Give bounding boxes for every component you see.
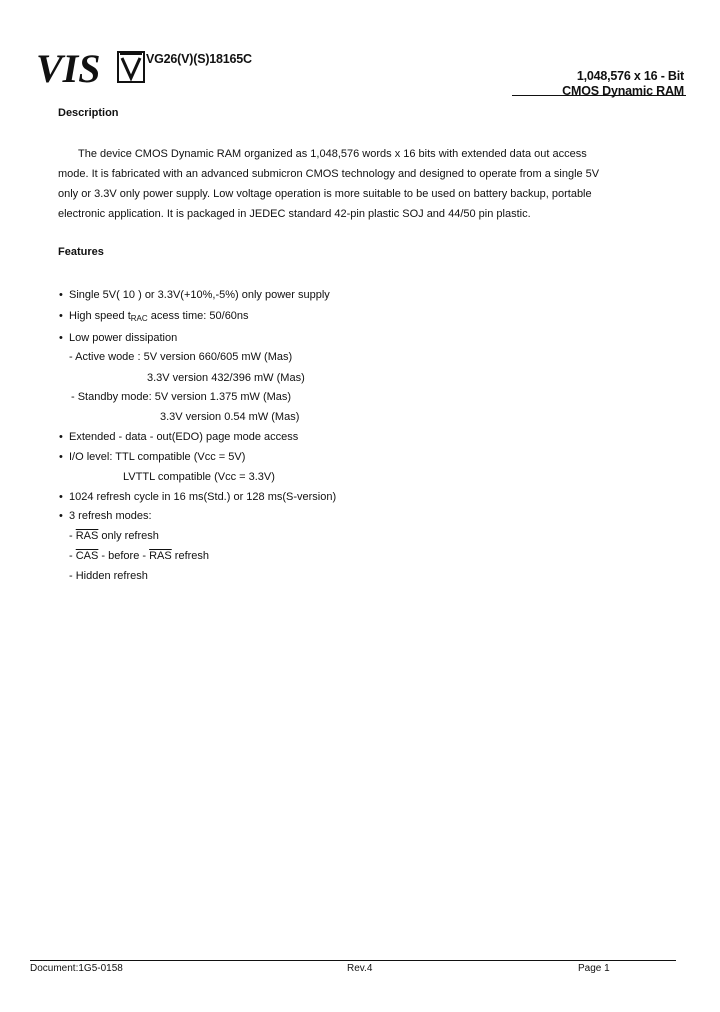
active-power-5v: - Active wode : 5V version 660/605 mW (Mas) <box>69 351 293 363</box>
page-number: Page 1 <box>578 963 610 974</box>
header-rule <box>512 95 686 96</box>
refresh-mode-cbr: - $\overline{CAS}$ - before - $\overline{RAS}$ refresh <box>69 550 210 562</box>
logo-text: VIS <box>36 46 101 90</box>
list-item: • High speed $t_{RAC}$ acess time: 50/60ns <box>59 310 249 323</box>
description-paragraph: The device CMOS Dynamic RAM organized as 1,048,576 words x 16 bits with extended data out access mode. It is fabricated with an advanced submicron CMOS technology and designed to operate from a single 5V only or 3.3V only power supply. Low voltage operation is more suitable to be used on battery backup, portable electronic application. It is packaged in JEDEC standard 42-pin plastic SOJ and 44/50 pin plastic. <box>58 148 600 220</box>
list-item: • Extended - data - out(EDO) page mode access <box>59 431 299 443</box>
features-heading: Features <box>58 246 104 258</box>
list-item: • 1024 refresh cycle in 16 ms(Std.) or 128 ms(S-version) <box>59 491 337 503</box>
refresh-mode-ras-only: - $\overline{RAS}$ only refresh <box>69 530 159 542</box>
list-item: • I/O level: TTL compatible (Vcc = 5V) <box>59 451 246 463</box>
document-number: Document:1G5-0158 <box>30 963 123 974</box>
revision: Rev.4 <box>347 963 373 974</box>
company-logo <box>36 44 146 90</box>
active-power-33v: 3.3V version 432/396 mW (Mas) <box>147 372 305 384</box>
device-type: CMOS Dynamic RAM <box>562 84 684 98</box>
standby-power-5v: - Standby mode: 5V version 1.375 mW (Mas) <box>71 391 292 403</box>
footer-rule <box>30 960 676 961</box>
description-heading: Description <box>58 107 119 119</box>
list-item: • Single 5V( 10 ) or 3.3V(+10%,-5%) only power supply <box>59 289 330 301</box>
part-number: VG26(V)(S)18165C <box>146 52 252 66</box>
refresh-mode-hidden: - Hidden refresh <box>69 570 148 582</box>
standby-power-33v: 3.3V version 0.54 mW (Mas) <box>160 411 300 423</box>
io-lvttl: LVTTL compatible (Vcc = 3.3V) <box>123 471 275 483</box>
list-item: • Low power dissipation <box>59 332 178 344</box>
list-item: • 3 refresh modes: <box>59 510 152 522</box>
organization: 1,048,576 x 16 - Bit <box>576 69 684 83</box>
